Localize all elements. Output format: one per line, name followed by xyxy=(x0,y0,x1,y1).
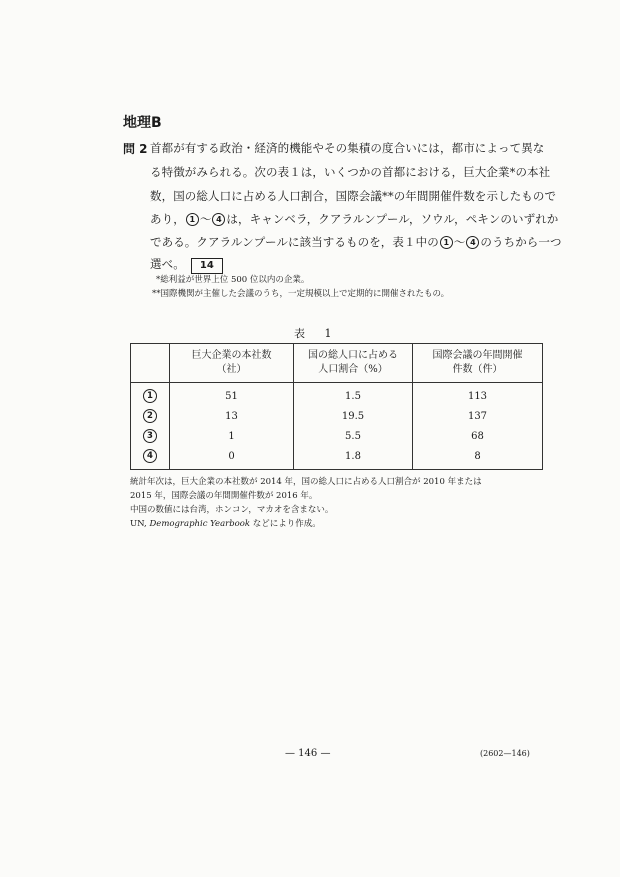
table-row xyxy=(131,446,543,470)
source-un: UN, xyxy=(130,519,150,529)
source-publication: Demographic Yearbook xyxy=(149,519,251,529)
subject-title: 地理B xyxy=(123,115,162,131)
question-line-4 xyxy=(150,211,558,227)
page-code: (2602—146) xyxy=(480,749,530,758)
source-note-1: 統計年次は，巨大企業の本社数が 2014 年，国の総人口に占める人口割合が 2010 年または xyxy=(130,477,482,487)
line6-text: 選べ。 xyxy=(150,257,185,271)
choice-marker-4: 4 xyxy=(212,213,225,226)
header-hq: 巨大企業の本社数 （社） xyxy=(170,344,294,383)
line4-tilde: 〜 xyxy=(199,212,212,226)
share-cell: 5.5 xyxy=(294,426,413,446)
hq-cell: 13 xyxy=(170,406,294,426)
row-marker: 4 xyxy=(143,449,157,463)
table-row xyxy=(131,426,543,446)
row-label xyxy=(131,446,170,470)
conf-cell: 113 xyxy=(413,383,543,407)
share-cell: 1.5 xyxy=(294,383,413,407)
question-number: 問 2 xyxy=(123,142,148,156)
source-suffix: などにより作成。 xyxy=(250,519,321,529)
conf-cell: 68 xyxy=(413,426,543,446)
header-conf: 国際会議の年間開催 件数（件） xyxy=(413,344,543,383)
share-cell: 1.8 xyxy=(294,446,413,470)
source-note-3: 中国の数値には台湾，ホンコン，マカオを含まない。 xyxy=(130,505,334,515)
row-label xyxy=(131,406,170,426)
footnote-2: **国際機関が主催した会議のうち，一定規模以上で定期的に開催されたもの。 xyxy=(152,289,450,299)
answer-number-box: 14 xyxy=(191,258,223,274)
table-row xyxy=(131,406,543,426)
hq-cell: 1 xyxy=(170,426,294,446)
question-line-1: 首都が有する政治・経済的機能やその集積の度合いには，都市によって異な xyxy=(150,141,545,155)
hq-cell: 51 xyxy=(170,383,294,407)
table-row xyxy=(131,383,543,407)
row-label xyxy=(131,383,170,407)
share-cell: 19.5 xyxy=(294,406,413,426)
row-label xyxy=(131,426,170,446)
header-empty xyxy=(131,344,170,383)
page-number: — 146 — xyxy=(285,748,331,759)
footnote-1: *総利益が世界上位 500 位以内の企業。 xyxy=(156,275,310,285)
source-note-2: 2015 年，国際会議の年間開催件数が 2016 年。 xyxy=(130,491,318,501)
hq-cell: 0 xyxy=(170,446,294,470)
table-title: 表 1 xyxy=(294,327,340,340)
choice-marker-1: 1 xyxy=(186,213,199,226)
source-note-4 xyxy=(130,517,321,529)
choice-marker-1b: 1 xyxy=(440,236,453,249)
data-table xyxy=(130,343,543,470)
question-line-5 xyxy=(150,234,562,250)
line5-text-c: のうちから一つ xyxy=(480,235,562,249)
question-line-2: る特徴がみられる。次の表１は，いくつかの首都における，巨大企業*の本社 xyxy=(150,165,551,179)
line4-text-c: は，キャンベラ，クアラルンプール，ソウル，ペキンのいずれか xyxy=(226,212,559,226)
row-marker: 3 xyxy=(143,429,157,443)
row-marker: 2 xyxy=(143,409,157,423)
conf-cell: 137 xyxy=(413,406,543,426)
row-marker: 1 xyxy=(143,389,157,403)
choice-marker-4b: 4 xyxy=(466,236,479,249)
line5-tilde: 〜 xyxy=(453,235,466,249)
question-line-3: 数，国の総人口に占める人口割合，国際会議**の年間開催件数を示したもので xyxy=(150,189,557,203)
question-line-6 xyxy=(150,256,223,274)
conf-cell: 8 xyxy=(413,446,543,470)
header-share: 国の総人口に占める 人口割合（%） xyxy=(294,344,413,383)
line4-text-a: あり， xyxy=(150,212,185,226)
line5-text-a: である。クアラルンプールに該当するものを，表１中の xyxy=(150,235,439,249)
